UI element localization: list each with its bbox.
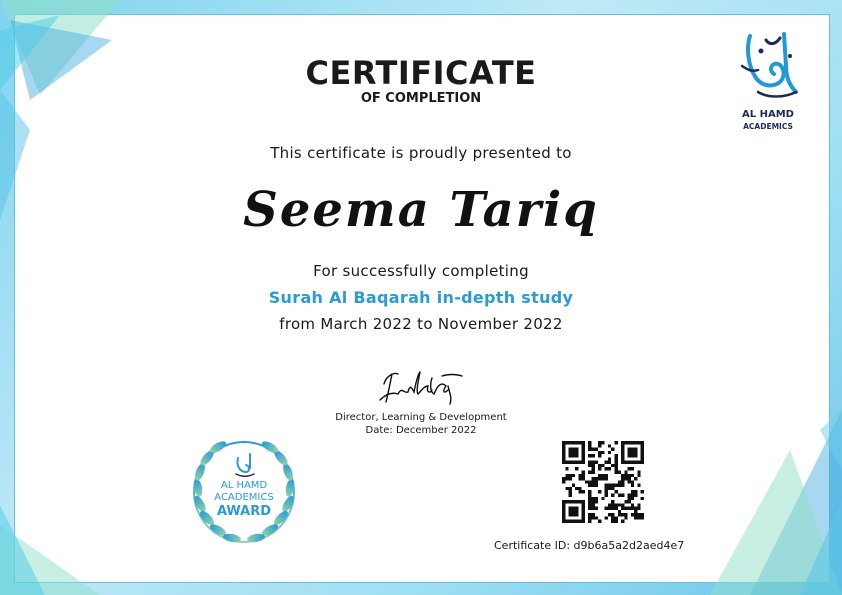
- award-badge: [180, 428, 308, 556]
- arabic-calligraphy-logo-icon: [728, 26, 808, 106]
- certificate-title: CERTIFICATE: [305, 54, 537, 92]
- academy-logo: [728, 26, 808, 136]
- course-name: Surah Al Baqarah in-depth study: [268, 288, 574, 307]
- certificate-subtitle: OF COMPLETION: [360, 91, 482, 106]
- recipient-name: Seema Tariq: [243, 182, 599, 238]
- decorative-triangles-bottom-right: [690, 410, 842, 595]
- period-text: from March 2022 to November 2022: [279, 315, 563, 333]
- award-text-line2: ACADEMICS: [214, 492, 274, 503]
- logo-text-line1: AL HAMD: [742, 109, 794, 120]
- signature-date: Date: December 2022: [365, 425, 477, 436]
- award-text-line1: AL HAMD: [220, 480, 268, 491]
- certificate-id: Certificate ID: d9b6a5a2d2aed4e7: [494, 539, 685, 552]
- presented-text: This certificate is proudly presented to: [270, 144, 572, 162]
- completing-text: For successfully completing: [313, 262, 529, 280]
- signature-role: Director, Learning & Development: [335, 412, 507, 423]
- logo-text-line2: ACADEMICS: [743, 122, 793, 131]
- decorative-triangles-bottom-left: [0, 505, 110, 595]
- handwritten-signature-icon: [376, 364, 468, 406]
- qr-code-icon[interactable]: [562, 441, 644, 523]
- award-text-line3: AWARD: [216, 504, 272, 519]
